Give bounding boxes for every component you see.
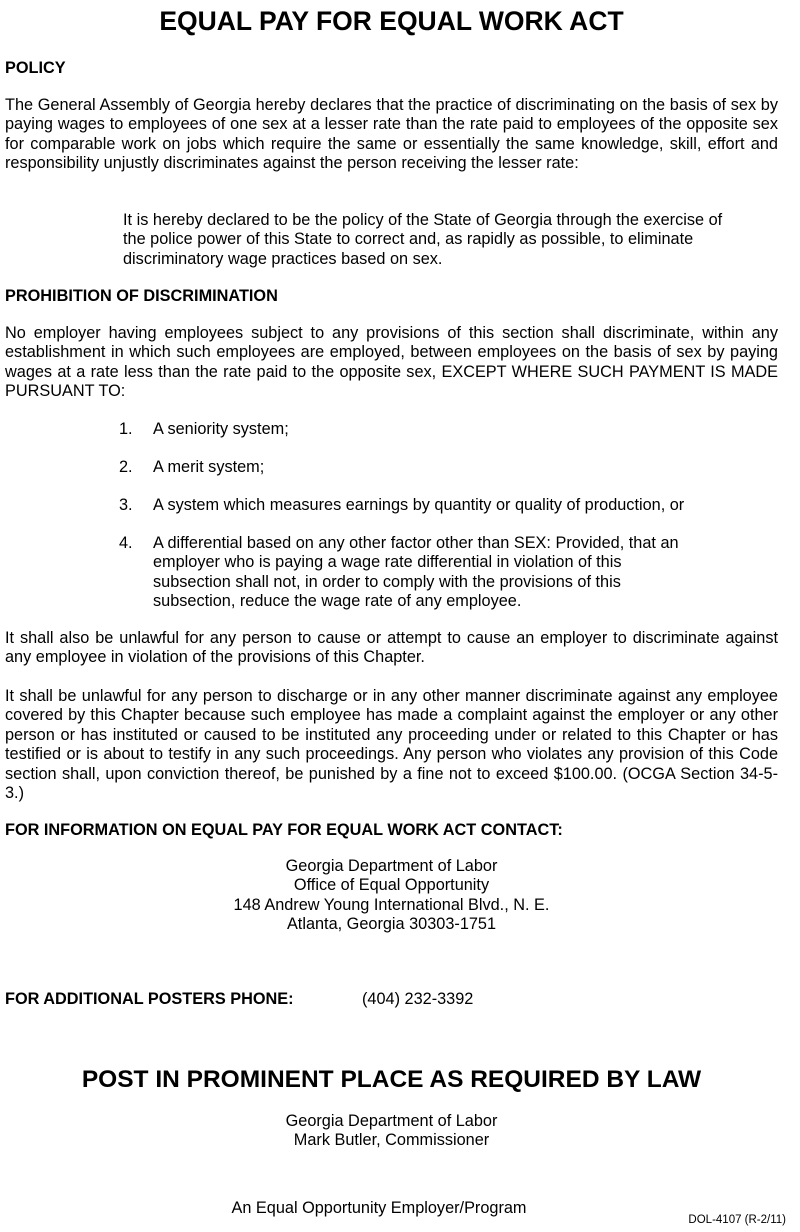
policy-declaration: It is hereby declared to be the policy of the State of Georgia through the exercise of the police power of this State to correct and, as rapidly as possible, to eliminate discriminatory wage practices based on sex. [123,211,723,268]
list-number: 4. [119,534,133,552]
prohibition-paragraph: No employer having employees subject to any provisions of this section shall discriminate, within any establishment in which such employees are employed, between employees on the basis of sex by paying wages at a rate less than the rate paid to the opposite sex, EXCEPT WHERE SUCH PAYMENT IS MADE PURSUANT TO: [5,324,778,401]
address-line: 148 Andrew Young International Blvd., N. E. [233,895,550,914]
list-text: A differential based on any other factor other than SEX: Provided, that an employer who is paying a wage rate differential in violation of this subsection shall not, in order to comply with the provisions of this subsection, reduce the wage rate of any employee. [153,534,679,611]
prohibition-heading: PROHIBITION OF DISCRIMINATION [5,287,278,305]
post-notice: POST IN PROMINENT PLACE AS REQUIRED BY LAW [81,1066,702,1093]
commissioner-name: Mark Butler, Commissioner [293,1131,490,1150]
contact-address [0,857,783,935]
equal-opportunity-statement: An Equal Opportunity Employer/Program [231,1199,527,1217]
list-number: 2. [119,458,133,476]
posters-phone-label: FOR ADDITIONAL POSTERS PHONE: [5,990,294,1008]
address-line: Atlanta, Georgia 30303-1751 [286,915,497,934]
address-line: Office of Equal Opportunity [293,876,490,895]
department-name: Georgia Department of Labor [285,1112,498,1130]
list-text: A merit system; [153,458,265,476]
address-line: Georgia Department of Labor [285,857,498,875]
unlawful-paragraph: It shall also be unlawful for any person to cause or attempt to cause an employer to discriminate against any employee in violation of the provisions of this Chapter. [5,629,778,667]
policy-paragraph: The General Assembly of Georgia hereby declares that the practice of discriminating on the basis of sex by paying wages to employees of one sex at a lesser rate than the rate paid to employees of the opposite sex for comparable work on jobs which require the same or essentially the same knowledge, skill, effort and responsibility unjustly discriminates against the person receiving the lesser rate: [5,96,778,173]
form-number: DOL-4107 (R-2/11) [688,1214,786,1226]
signature-block [0,1112,783,1151]
list-number: 3. [119,496,133,514]
contact-heading: FOR INFORMATION ON EQUAL PAY FOR EQUAL WORK ACT CONTACT: [5,821,563,839]
policy-heading: POLICY [5,59,66,77]
retaliation-paragraph: It shall be unlawful for any person to discharge or in any other manner discriminate against any employee covered by this Chapter because such employee has made a complaint against the employer or any other person or has instituted or caused to be instituted any proceeding under or related to this Chapter or has testified or is about to testify in any such proceedings. Any person who violates any provision of this Code section shall, upon conviction thereof, be punished by a fine not to exceed $100.00. (OCGA Section 34-5-3.) [5,687,778,803]
document-title: EQUAL PAY FOR EQUAL WORK ACT [159,6,624,36]
list-text: A seniority system; [153,420,289,438]
list-number: 1. [119,420,133,438]
list-text: A system which measures earnings by quantity or quality of production, or [153,496,685,514]
posters-phone-number: (404) 232-3392 [362,990,474,1008]
